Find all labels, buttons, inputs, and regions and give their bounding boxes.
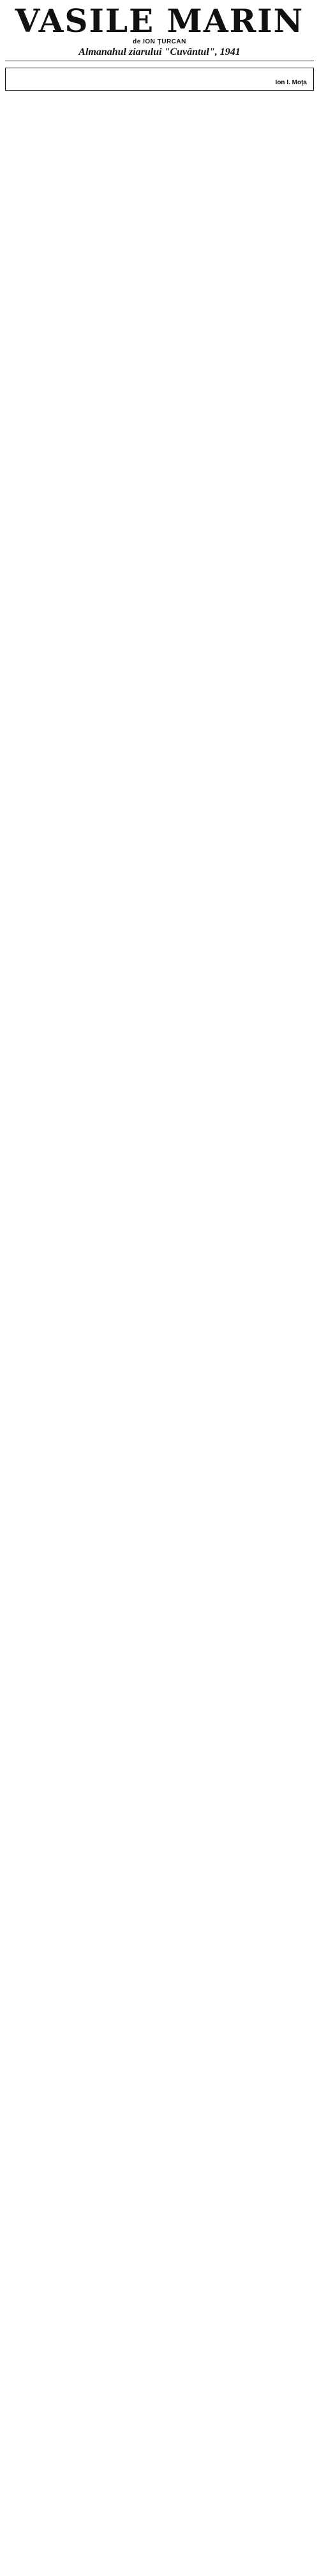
subtitle: Almanahul ziarului "Cuvântul", 1941	[78, 47, 241, 57]
quote-signature: Ion I. Moţa	[275, 79, 307, 86]
pull-quote-text	[12, 72, 307, 77]
page-title: VASILE MARIN	[15, 2, 304, 40]
byline: de ION ŢURCAN	[133, 38, 186, 45]
pull-quote	[5, 68, 314, 91]
